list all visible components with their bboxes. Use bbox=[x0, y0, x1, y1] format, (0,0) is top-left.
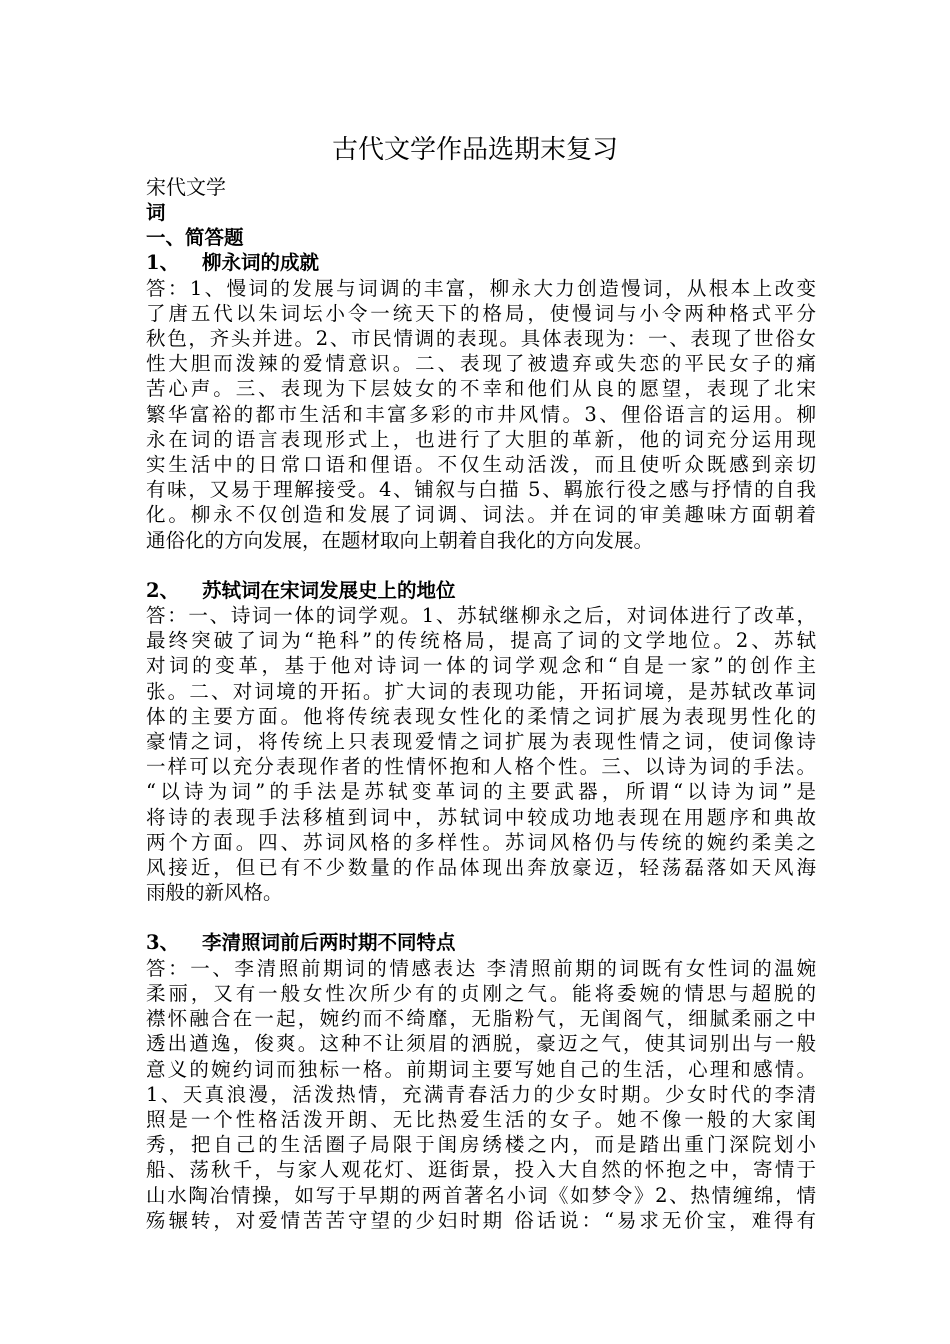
answer-line: 将诗的表现手法移植到词中，苏轼词中较成功地表现在用题序和典故 bbox=[146, 805, 816, 829]
answer-line: 繁华富裕的都市生活和丰富多彩的市井风情。3、俚俗语言的运用。柳 bbox=[146, 402, 816, 426]
question-heading bbox=[146, 578, 816, 603]
answer-line: 豪情之词，将传统上只表现爱情之词扩展为表现性情之词，使词像诗 bbox=[146, 730, 816, 754]
answer-line: 对词的变革，基于他对诗词一体的词学观念和“自是一家”的创作主 bbox=[146, 654, 816, 678]
answer-line: 秀，把自己的生活圈子局限于闺房绣楼之内，而是踏出重门深院划小 bbox=[146, 1133, 816, 1157]
answer-line: 一样可以充分表现作者的性情怀抱和人格个性。三、以诗为词的手法。 bbox=[146, 755, 816, 779]
answer-line: 化。柳永不仅创造和发展了词调、词法。并在词的审美趣味方面朝着 bbox=[146, 503, 816, 527]
question-number: 2、 bbox=[146, 578, 180, 602]
question-list bbox=[146, 250, 816, 1233]
answer-line: 山水陶冶情操，如写于早期的两首著名小词《如梦令》2、热情缠绵，情 bbox=[146, 1183, 816, 1207]
section-heading: 一、简答题 bbox=[146, 226, 244, 250]
answer-line: 透出遒逸，俊爽。这种不让须眉的洒脱，豪迈之气，使其词别出与一般 bbox=[146, 1032, 816, 1056]
question-block bbox=[146, 930, 816, 1232]
answer-line: 张。二、对词境的开拓。扩大词的表现功能，开拓词境，是苏轼改革词 bbox=[146, 679, 816, 703]
question-heading bbox=[146, 930, 816, 955]
question-heading bbox=[146, 250, 816, 275]
answer-line: 殇辗转，对爱情苦苦守望的少妇时期 俗话说：“易求无价宝，难得有 bbox=[146, 1208, 816, 1232]
answer-line: 意义的婉约词而独标一格。前期词主要写她自己的生活，心理和感情。 bbox=[146, 1057, 816, 1081]
answer-line: 1、天真浪漫，活泼热情，充满青春活力的少女时期。少女时代的李清 bbox=[146, 1082, 816, 1106]
answer-line: 船、荡秋千，与家人观花灯、逛街景，投入大自然的怀抱之中，寄情于 bbox=[146, 1158, 816, 1182]
paragraph-gap bbox=[146, 905, 816, 930]
answer-line: 答：1、慢词的发展与词调的丰富，柳永大力创造慢词，从根本上改变 bbox=[146, 276, 816, 300]
question-number: 1、 bbox=[146, 251, 180, 275]
question-number: 3、 bbox=[146, 931, 180, 955]
answer-line: 柔丽，又有一般女性次所少有的贞刚之气。能将委婉的情思与超脱的 bbox=[146, 981, 816, 1005]
answer-line: 答：一、李清照前期词的情感表达 李清照前期的词既有女性词的温婉 bbox=[146, 956, 816, 980]
question-block bbox=[146, 250, 816, 552]
question-title: 苏轼词在宋词发展史上的地位 bbox=[202, 578, 456, 602]
genre-heading: 词 bbox=[146, 201, 166, 224]
answer-line: 体的主要方面。他将传统表现女性化的柔情之词扩展为表现男性化的 bbox=[146, 704, 816, 728]
answer-line: 风接近，但已有不少数量的作品体现出奔放豪迈，轻荡磊落如天风海 bbox=[146, 856, 816, 880]
answer-line: 永在词的语言表现形式上，也进行了大胆的革新，他的词充分运用现 bbox=[146, 427, 816, 451]
era-heading: 宋代文学 bbox=[146, 175, 226, 199]
answer-line: 通俗化的方向发展，在题材取向上朝着自我化的方向发展。 bbox=[146, 528, 654, 552]
answer-line: 照是一个性格活泼开朗、无比热爱生活的女子。她不像一般的大家闺 bbox=[146, 1107, 816, 1131]
answer-line: 两个方面。四、苏词风格的多样性。苏词风格仍与传统的婉约柔美之 bbox=[146, 830, 816, 854]
question-block bbox=[146, 578, 816, 906]
question-title: 柳永词的成就 bbox=[202, 251, 320, 275]
answer-line: “以诗为词”的手法是苏轼变革词的主要武器，所谓“以诗为词”是 bbox=[146, 780, 816, 804]
answer-line: 了唐五代以朱词坛小令一统天下的格局，使慢词与小令两种格式平分 bbox=[146, 301, 816, 325]
answer-line: 秋色，齐头并进。2、市民情调的表现。具体表现为：一、表现了世俗女 bbox=[146, 327, 816, 351]
answer-line: 苦心声。三、表现为下层妓女的不幸和他们从良的愿望，表现了北宋 bbox=[146, 377, 816, 401]
answer-line: 性大胆而泼辣的爱情意识。二、表现了被遗弃或失恋的平民女子的痛 bbox=[146, 352, 816, 376]
answer-line: 答：一、诗词一体的词学观。1、苏轼继柳永之后，对词体进行了改革， bbox=[146, 604, 816, 628]
answer-line: 襟怀融合在一起，婉约而不绮靡，无脂粉气，无闺阁气，细腻柔丽之中 bbox=[146, 1007, 816, 1031]
answer-line: 雨般的新风格。 bbox=[146, 881, 283, 905]
answer-line: 实生活中的日常口语和俚语。不仅生动活泼，而且使听众既感到亲切 bbox=[146, 453, 816, 477]
answer-line: 最终突破了词为“艳科”的传统格局，提高了词的文学地位。2、苏轼 bbox=[146, 629, 816, 653]
document-body bbox=[146, 174, 816, 1233]
document-title: 古代文学作品选期末复习 bbox=[331, 135, 618, 165]
question-title: 李清照词前后两时期不同特点 bbox=[202, 931, 456, 955]
paragraph-gap bbox=[146, 553, 816, 578]
answer-line: 有味，又易于理解接受。4、铺叙与白描 5、羁旅行役之感与抒情的自我 bbox=[146, 478, 816, 502]
